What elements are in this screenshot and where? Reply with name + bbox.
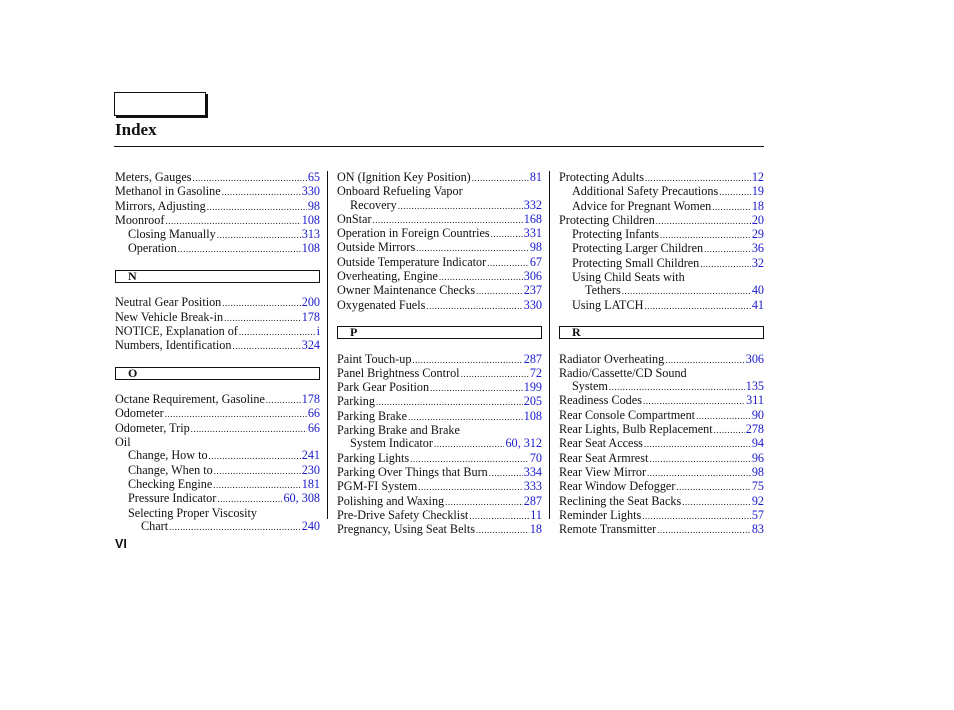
index-entry[interactable]: [337, 299, 542, 313]
page-link[interactable]: 108: [301, 212, 320, 227]
entry-label: Numbers, Identification: [115, 338, 232, 353]
entry-label: Methanol in Gasoline: [115, 184, 221, 199]
dot-leader: [643, 395, 745, 408]
title-divider: [114, 146, 764, 147]
index-entry[interactable]: [559, 299, 764, 313]
spacer: [559, 339, 764, 352]
index-entry[interactable]: [559, 200, 764, 214]
entry-label: Rear Console Compartment: [559, 407, 696, 422]
dot-leader: [719, 186, 751, 199]
dot-leader: [239, 326, 316, 339]
dot-leader: [642, 510, 751, 523]
section-header: N: [115, 270, 320, 283]
index-entry[interactable]: [337, 213, 542, 227]
entry-label: Meters, Gauges: [115, 170, 192, 184]
index-entry[interactable]: [115, 214, 320, 228]
page-link[interactable]: 237: [523, 283, 542, 298]
index-entry[interactable]: [559, 171, 764, 185]
index-entry[interactable]: [559, 495, 764, 509]
entry-label: Using LATCH: [572, 297, 644, 312]
index-entry[interactable]: [337, 284, 542, 298]
dot-leader: [487, 257, 529, 270]
page-link[interactable]: 70: [529, 450, 542, 465]
page-link[interactable]: 331: [523, 226, 542, 241]
entry-label: Radiator Overheating: [559, 351, 665, 366]
entry-label: Remote Transmitter: [559, 522, 657, 537]
dot-leader: [209, 450, 301, 463]
index-entry[interactable]: [337, 480, 542, 494]
index-entry[interactable]: [337, 367, 542, 381]
entry-label: Rear View Mirror: [559, 464, 647, 479]
spacer: [115, 380, 320, 393]
page-link[interactable]: 75: [751, 479, 764, 494]
index-entry[interactable]: [337, 410, 542, 424]
dot-leader: [232, 340, 300, 353]
dot-leader: [649, 453, 750, 466]
dot-leader: [712, 201, 751, 214]
entry-label: Protecting Larger Children: [572, 241, 704, 256]
entry-label: Protecting Children: [559, 212, 655, 227]
page-link[interactable]: 181: [301, 476, 320, 491]
index-entry[interactable]: [337, 509, 542, 523]
page-link[interactable]: 278: [745, 422, 764, 437]
entry-label: Rear Seat Access: [559, 436, 643, 451]
entry-label: Reclining the Seat Backs: [559, 493, 682, 508]
entry-label: Rear Seat Armrest: [559, 450, 649, 465]
entry-label: Additional Safety Precautions: [572, 184, 719, 199]
page-link[interactable]: 60, 308: [283, 491, 320, 506]
dot-leader: [191, 423, 307, 436]
dot-leader: [165, 215, 300, 228]
index-entry[interactable]: [337, 241, 542, 255]
page-link[interactable]: 178: [301, 309, 320, 324]
entry-label: Tethers: [585, 283, 621, 298]
dot-leader: [224, 312, 301, 325]
dot-leader: [222, 297, 300, 310]
page-link[interactable]: 334: [523, 464, 542, 479]
index-entry[interactable]: [115, 449, 320, 463]
dot-leader: [373, 214, 523, 227]
page-link[interactable]: 60, 312: [505, 436, 542, 451]
page-link[interactable]: 72: [529, 365, 542, 380]
index-entry[interactable]: [559, 214, 764, 228]
entry-label: Rear Window Defogger: [559, 479, 676, 494]
index-entry[interactable]: [559, 228, 764, 242]
index-entry[interactable]: [559, 523, 764, 537]
page-link[interactable]: 333: [523, 479, 542, 494]
dot-leader: [660, 229, 751, 242]
dot-leader: [445, 496, 523, 509]
index-entry[interactable]: [559, 242, 764, 256]
page-link[interactable]: 19: [751, 184, 764, 199]
index-entry[interactable]: [337, 381, 542, 395]
entry-label: Advice for Pregnant Women: [572, 198, 712, 213]
page-link[interactable]: 92: [751, 493, 764, 508]
dot-leader: [622, 285, 751, 298]
index-entry[interactable]: [559, 466, 764, 480]
dot-leader: [609, 381, 745, 394]
index-entry[interactable]: [337, 466, 542, 480]
index-entry[interactable]: [559, 257, 764, 271]
entry-label: Operation: [128, 241, 177, 256]
entry-label: Neutral Gear Position: [115, 295, 222, 310]
dot-leader: [193, 172, 307, 185]
dot-leader: [476, 285, 523, 298]
index-entry[interactable]: [337, 437, 542, 451]
page-link[interactable]: 20: [751, 212, 764, 227]
dot-leader: [644, 438, 751, 451]
entry-label: Odometer: [115, 406, 164, 421]
index-entry[interactable]: [559, 423, 764, 437]
index-entry[interactable]: [559, 353, 764, 367]
dot-leader: [434, 438, 505, 451]
dot-leader: [665, 354, 744, 367]
page-link[interactable]: 287: [523, 351, 542, 366]
entry-label: Reminder Lights: [559, 507, 642, 522]
index-tab-box[interactable]: [114, 92, 206, 116]
index-entry[interactable]: [115, 185, 320, 199]
entry-label: ON (Ignition Key Position): [337, 170, 471, 184]
spacer: [337, 313, 542, 326]
page-link[interactable]: i: [316, 323, 320, 338]
page-link[interactable]: 205: [523, 394, 542, 409]
index-entry[interactable]: [115, 242, 320, 256]
index-entry[interactable]: [337, 171, 542, 185]
page-link[interactable]: 36: [751, 241, 764, 256]
page-link[interactable]: 230: [301, 462, 320, 477]
index-entry[interactable]: [337, 495, 542, 509]
dot-leader: [426, 300, 522, 313]
dot-leader: [217, 493, 282, 506]
entry-label: New Vehicle Break-in: [115, 309, 224, 324]
page-link[interactable]: 65: [307, 170, 320, 184]
dot-leader: [644, 300, 750, 313]
entry-label: Park Gear Position: [337, 380, 430, 395]
spacer: [115, 354, 320, 367]
index-entry[interactable]: [115, 520, 320, 534]
spacer: [337, 339, 542, 352]
dot-leader: [469, 510, 529, 523]
entry-label: Pregnancy, Using Seat Belts: [337, 522, 475, 537]
entry-label: OnStar: [337, 211, 372, 226]
entry-label: Checking Engine: [128, 476, 213, 491]
entry-label: Rear Lights, Bulb Replacement: [559, 422, 713, 437]
entry-label: Protecting Small Children: [572, 255, 700, 270]
page-number: VI: [115, 537, 127, 551]
entry-label: Change, When to: [128, 462, 213, 477]
entry-label: PGM-FI System: [337, 479, 418, 494]
page-link[interactable]: 81: [529, 170, 542, 184]
entry-label: Paint Touch-up: [337, 351, 412, 366]
dot-leader: [416, 242, 529, 255]
entry-label: Oxygenated Fuels: [337, 297, 426, 312]
dot-leader: [696, 410, 751, 423]
dot-leader: [704, 243, 751, 256]
page-link[interactable]: 67: [529, 254, 542, 269]
index-column-1: [115, 171, 320, 534]
dot-leader: [645, 172, 751, 185]
page-link[interactable]: 40: [751, 283, 764, 298]
entry-label: Closing Manually: [128, 227, 216, 242]
page-link[interactable]: 313: [301, 227, 320, 242]
dot-leader: [430, 382, 523, 395]
index-entry[interactable]: [337, 199, 542, 213]
index-heading: [337, 185, 542, 198]
entry-label: Odometer, Trip: [115, 420, 190, 435]
entry-label: Owner Maintenance Checks: [337, 283, 476, 298]
page-link[interactable]: 200: [301, 295, 320, 310]
index-entry[interactable]: [337, 270, 542, 284]
entry-label: Recovery: [350, 197, 397, 212]
dot-leader: [408, 411, 523, 424]
dot-leader: [647, 467, 751, 480]
dot-leader: [700, 258, 751, 271]
index-column-2: [337, 171, 542, 537]
dot-leader: [169, 521, 301, 534]
dot-leader: [461, 368, 529, 381]
entry-label: Parking: [337, 394, 375, 409]
page-link[interactable]: 96: [751, 450, 764, 465]
index-entry[interactable]: [559, 437, 764, 451]
entry-label: Operation in Foreign Countries: [337, 226, 490, 241]
entry-label: Protecting Infants: [572, 227, 659, 242]
index-entry[interactable]: [115, 407, 320, 421]
dot-leader: [676, 481, 750, 494]
index-entry[interactable]: [559, 509, 764, 523]
page-link[interactable]: 66: [307, 406, 320, 421]
dot-leader: [398, 200, 523, 213]
page-link[interactable]: 41: [751, 297, 764, 312]
entry-label: Change, How to: [128, 448, 208, 463]
page-link[interactable]: 168: [523, 211, 542, 226]
dot-leader: [656, 215, 751, 228]
entry-label: Panel Brightness Control: [337, 365, 460, 380]
dot-leader: [439, 271, 523, 284]
page-link[interactable]: 57: [751, 507, 764, 522]
entry-label: Using Child Seats with: [572, 270, 685, 285]
entry-label: Chart: [141, 518, 169, 533]
page-link[interactable]: 12: [751, 170, 764, 184]
index-entry[interactable]: [115, 393, 320, 407]
entry-label: Parking Lights: [337, 450, 410, 465]
dot-leader: [217, 229, 301, 242]
dot-leader: [472, 172, 529, 185]
entry-label: Parking Brake: [337, 408, 408, 423]
entry-label: System: [572, 379, 608, 394]
index-entry[interactable]: [115, 200, 320, 214]
dot-leader: [410, 453, 529, 466]
section-header: R: [559, 326, 764, 339]
spacer: [559, 313, 764, 326]
page-link[interactable]: 240: [301, 518, 320, 533]
index-entry[interactable]: [337, 227, 542, 241]
page-link[interactable]: 287: [523, 493, 542, 508]
index-entry[interactable]: [115, 478, 320, 492]
index-entry[interactable]: [115, 492, 320, 506]
page-link[interactable]: 18: [751, 198, 764, 213]
page-link[interactable]: 108: [523, 408, 542, 423]
page-link[interactable]: 90: [751, 407, 764, 422]
dot-leader: [682, 496, 751, 509]
entry-label: NOTICE, Explanation of: [115, 323, 238, 338]
page-link[interactable]: 98: [751, 464, 764, 479]
entry-label: Radio/Cassette/CD Sound: [559, 365, 687, 380]
page-link[interactable]: 18: [529, 522, 542, 537]
dot-leader: [412, 354, 522, 367]
spacer: [115, 283, 320, 296]
index-entry[interactable]: [337, 523, 542, 537]
entry-label: Parking Over Things that Burn: [337, 464, 488, 479]
index-entry[interactable]: [337, 256, 542, 270]
page-link[interactable]: 98: [529, 240, 542, 255]
page-link[interactable]: 241: [301, 448, 320, 463]
index-column-3: [559, 171, 764, 537]
dot-leader: [213, 479, 300, 492]
index-entry[interactable]: [115, 339, 320, 353]
index-entry[interactable]: [115, 296, 320, 310]
section-header: O: [115, 367, 320, 380]
entry-label: Outside Temperature Indicator: [337, 254, 487, 269]
page-link[interactable]: 324: [301, 338, 320, 353]
page-link[interactable]: 330: [523, 297, 542, 312]
index-heading: [337, 424, 542, 437]
section-header: P: [337, 326, 542, 339]
entry-label: Pressure Indicator: [128, 491, 217, 506]
index-entry[interactable]: [115, 422, 320, 436]
page-link[interactable]: 306: [523, 269, 542, 284]
index-entry[interactable]: [337, 452, 542, 466]
dot-leader: [491, 228, 523, 241]
page-link[interactable]: 11: [530, 507, 542, 522]
page-link[interactable]: 29: [751, 227, 764, 242]
dot-leader: [489, 467, 523, 480]
index-heading: [115, 507, 320, 520]
dot-leader: [714, 424, 745, 437]
column-divider: [549, 171, 550, 519]
index-entry[interactable]: [559, 380, 764, 394]
dot-leader: [165, 408, 307, 421]
page-link[interactable]: 66: [307, 420, 320, 435]
index-entry[interactable]: [559, 284, 764, 298]
page-link[interactable]: 135: [745, 379, 764, 394]
entry-label: Oil: [115, 435, 131, 450]
entry-label: Polishing and Waxing: [337, 493, 445, 508]
entry-label: Onboard Refueling Vapor: [337, 184, 463, 199]
entry-label: Moonroof: [115, 212, 165, 227]
dot-leader: [178, 243, 301, 256]
entry-label: Parking Brake and Brake: [337, 423, 460, 438]
page-title: Index: [115, 120, 157, 139]
entry-label: Protecting Adults: [559, 170, 644, 184]
dot-leader: [214, 465, 301, 478]
index-entry[interactable]: [559, 409, 764, 423]
entry-label: Mirrors, Adjusting: [115, 198, 206, 213]
index-entry[interactable]: [559, 394, 764, 408]
index-heading: [559, 367, 764, 380]
index-entry[interactable]: [115, 228, 320, 242]
index-entry[interactable]: [115, 325, 320, 339]
dot-leader: [222, 186, 301, 199]
index-entry[interactable]: [559, 452, 764, 466]
index-entry[interactable]: [115, 171, 320, 185]
page-link[interactable]: 330: [301, 184, 320, 199]
dot-leader: [476, 524, 529, 537]
entry-label: Outside Mirrors: [337, 240, 416, 255]
page-link[interactable]: 108: [301, 241, 320, 256]
page-link[interactable]: 311: [746, 393, 764, 408]
page-link[interactable]: 32: [751, 255, 764, 270]
spacer: [115, 257, 320, 270]
index-heading: [115, 436, 320, 449]
index-entry[interactable]: [559, 185, 764, 199]
index-entry[interactable]: [115, 464, 320, 478]
entry-label: System Indicator: [350, 436, 433, 451]
dot-leader: [418, 481, 522, 494]
dot-leader: [657, 524, 751, 537]
dot-leader: [207, 201, 307, 214]
column-divider: [327, 171, 328, 519]
dot-leader: [266, 394, 301, 407]
page-link[interactable]: 178: [301, 392, 320, 407]
index-entry[interactable]: [337, 353, 542, 367]
entry-label: Readiness Codes: [559, 393, 642, 408]
page-link[interactable]: 332: [523, 197, 542, 212]
page-link[interactable]: 199: [523, 380, 542, 395]
index-heading: [559, 271, 764, 284]
page-link[interactable]: 306: [745, 351, 764, 366]
index-entry[interactable]: [115, 311, 320, 325]
entry-label: Octane Requirement, Gasoline: [115, 392, 265, 407]
entry-label: Overheating, Engine: [337, 269, 438, 284]
dot-leader: [376, 396, 523, 409]
index-entry[interactable]: [337, 395, 542, 409]
page-link[interactable]: 94: [751, 436, 764, 451]
page-link[interactable]: 98: [307, 198, 320, 213]
entry-label: Pre-Drive Safety Checklist: [337, 507, 469, 522]
index-entry[interactable]: [559, 480, 764, 494]
entry-label: Selecting Proper Viscosity: [128, 505, 258, 520]
page-link[interactable]: 83: [751, 522, 764, 537]
